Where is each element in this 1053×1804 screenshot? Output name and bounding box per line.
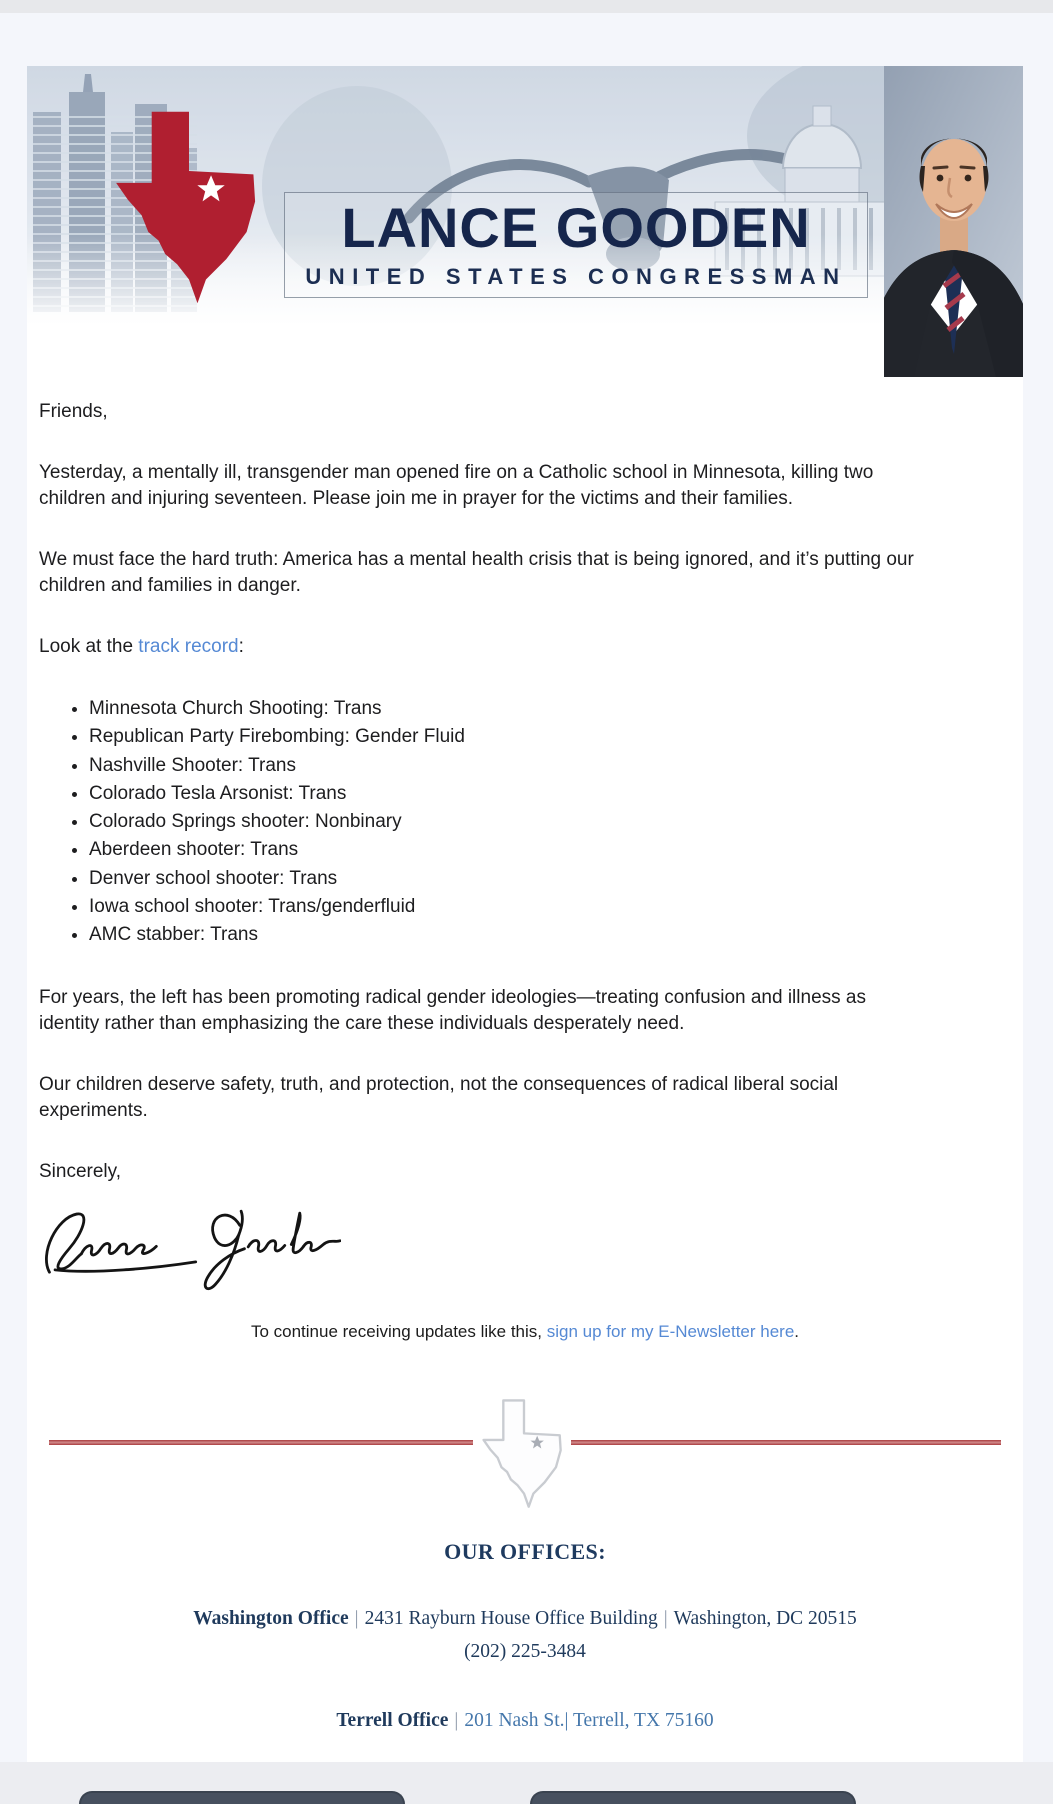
letter-body	[27, 399, 1023, 1345]
washington-office-address: 2431 Rayburn House Office Building	[364, 1607, 658, 1629]
greeting: Friends,	[39, 401, 108, 422]
divider-line-right	[571, 1440, 1001, 1445]
separator: |	[354, 1607, 359, 1629]
terrell-office-line	[27, 1704, 1023, 1737]
newsletter-signup-link[interactable]: sign up for my E-Newsletter here	[546, 1321, 795, 1341]
header-banner	[27, 66, 1023, 323]
banner-title: LANCE GOODEN	[341, 196, 811, 259]
signup-suffix: .	[794, 1321, 800, 1341]
track-record-link[interactable]: track record	[138, 636, 239, 657]
list-item: • Nashville Shooter: Trans	[89, 752, 921, 780]
texas-state-icon	[93, 110, 285, 310]
congressman-portrait-photo	[884, 66, 1023, 377]
separator: |	[663, 1607, 668, 1629]
texas-divider	[27, 1401, 1023, 1513]
paragraph-3: For years, the left has been promoting radical gender ideologies—treating confusion and illness as identity rather than emphasizing the care these individuals desperately need.	[39, 986, 866, 1034]
list-item: • Minnesota Church Shooting: Trans	[89, 695, 921, 723]
terrell-office-label: Terrell Office	[336, 1709, 449, 1731]
list-item: • Colorado Tesla Arsonist: Trans	[89, 780, 921, 808]
paragraph-2: We must face the hard truth: America has a mental health crisis that is being ignored, and it’s putting our children and families in danger.	[39, 549, 914, 596]
incident-list	[39, 695, 921, 950]
separator: |	[454, 1709, 459, 1731]
divider-line-left	[49, 1440, 473, 1445]
closing: Sincerely,	[39, 1160, 122, 1182]
signup-prefix: To continue receiving updates like this,	[250, 1321, 547, 1341]
paragraph-4: Our children deserve safety, truth, and protection, not the consequences of radical liberal social experiments.	[39, 1073, 839, 1121]
page-footer	[0, 1762, 1053, 1804]
list-item: • AMC stabber: Trans	[89, 921, 921, 949]
footer-button-left[interactable]	[79, 1791, 405, 1804]
terrell-office-address-link[interactable]: 201 Nash St.| Terrell, TX 75160	[464, 1709, 714, 1731]
banner-subtitle: UNITED STATES CONGRESSMAN	[305, 264, 847, 289]
email-body-card	[27, 66, 1023, 1762]
texas-outline-icon	[477, 1397, 571, 1513]
banner-title-box	[284, 192, 868, 298]
list-item: • Aberdeen shooter: Trans	[89, 836, 921, 864]
footer-button-right[interactable]	[530, 1791, 856, 1804]
washington-office-city: Washington, DC 20515	[673, 1607, 857, 1629]
paragraph-1: Yesterday, a mentally ill, transgender man opened fire on a Catholic school in Minnesota, killing two children and injuring seventeen. Please join me in prayer for the victims and their families.	[39, 462, 874, 509]
offices-section	[27, 1539, 1023, 1737]
offices-heading: OUR OFFICES:	[444, 1538, 606, 1564]
washington-office-phone: (202) 225-3484	[464, 1640, 586, 1662]
track-record-line	[39, 634, 921, 660]
list-item: • Colorado Springs shooter: Nonbinary	[89, 808, 921, 836]
list-item: • Iowa school shooter: Trans/genderfluid	[89, 893, 921, 921]
list-item: • Republican Party Firebombing: Gender Fluid	[89, 723, 921, 751]
signature-image	[41, 1191, 341, 1299]
browser-top-strip	[0, 0, 1053, 13]
newsletter-signup-line	[39, 1319, 1011, 1345]
look-suffix: :	[238, 636, 244, 657]
look-prefix: Look at the	[39, 636, 139, 657]
washington-office-label: Washington Office	[193, 1607, 349, 1629]
washington-office-line	[27, 1602, 1023, 1668]
list-item: • Denver school shooter: Trans	[89, 865, 921, 893]
